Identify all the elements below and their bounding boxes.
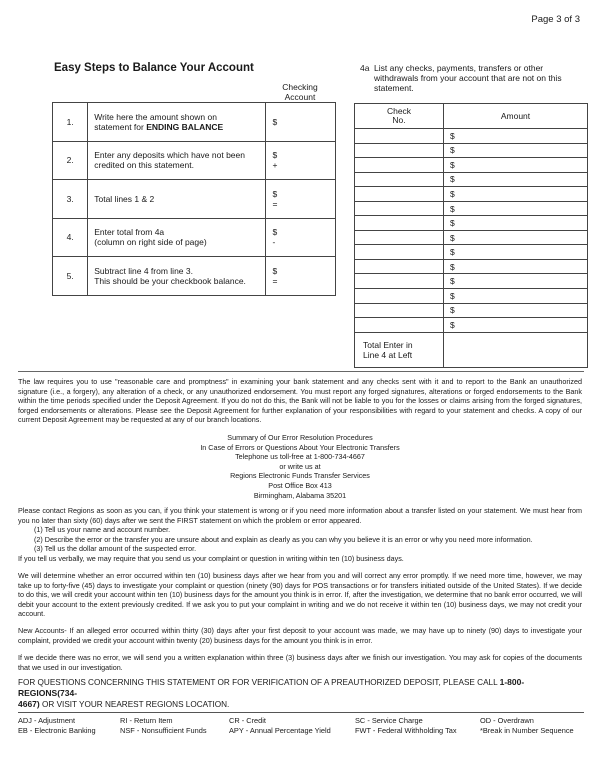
check-amount-field[interactable]: $ (444, 289, 588, 304)
check-amount-field[interactable]: $ (444, 216, 588, 231)
balance-steps-table (52, 102, 336, 296)
step-amount-field[interactable]: $ + (266, 141, 336, 180)
step-description: Total lines 1 & 2 (88, 180, 266, 219)
check-row (355, 158, 588, 173)
check-row (355, 230, 588, 245)
check-number-field[interactable] (355, 201, 444, 216)
law-paragraph: The law requires you to use "reasonable care and promptness" in examining your bank statement and any checks sent with it and to report to the Bank an unauthorized signature (i.e., a forgery), any alteration of a check, or any unauthorized endorsement. You must report any forged signatures, alterations or forged endorsements to the Bank within the time periods specified under the Deposit Agreement. If you do not do this, the Bank will not be liable to you for the losses or claims arising from the forged signatures, forged endorsements or alterations. Please see the Deposit Agreement for further explanation of your responsibilities with regard to your statement and checks. A copy of our current Deposit Agreement may be requested at any of our branch locations. (18, 377, 582, 425)
check-number-field[interactable] (355, 289, 444, 304)
check-row (355, 289, 588, 304)
step-number: 4. (53, 218, 88, 257)
check-row (355, 303, 588, 318)
check-amount-field[interactable]: $ (444, 318, 588, 333)
abbreviation-group: RI - Return Item NSF - Nonsufficient Funds (120, 716, 207, 735)
balance-step-row (53, 180, 336, 219)
abbreviation-group: SC - Service Charge FWT - Federal Withholding Tax (355, 716, 457, 735)
balance-step-row (53, 218, 336, 257)
balance-title: Easy Steps to Balance Your Account (54, 62, 254, 74)
step-amount-field[interactable]: $ = (266, 180, 336, 219)
check-row (355, 216, 588, 231)
check-amount-field[interactable]: $ (444, 230, 588, 245)
abbreviation-group: OD - Overdrawn *Break in Number Sequence (480, 716, 574, 735)
phone-contact: FOR QUESTIONS CONCERNING THIS STATEMENT OR FOR VERIFICATION OF A PREAUTHORIZED DEPOSIT, PLEASE CALL 1-800-REGIONS(734- 4667) OR VISIT YOUR NEAREST REGIONS LOCATION. (18, 677, 525, 709)
step-description: Write here the amount shown on statement for ENDING BALANCE (88, 103, 266, 142)
no-error-paragraph: If we decide there was no error, we will send you a written explanation within three (3) business days after we finish our investigation. You may ask for copies of the documents that we used in our investigation. (18, 653, 582, 672)
check-number-field[interactable] (355, 318, 444, 333)
page-number: Page 3 of 3 (531, 14, 580, 25)
check-row (355, 201, 588, 216)
check-row (355, 172, 588, 187)
check-amount-field[interactable]: $ (444, 259, 588, 274)
contact-item: (2) Describe the error or the transfer you are unsure about and explain as clearly as you can why you believe it is an error or why you need more information. (34, 534, 533, 544)
check-number-field[interactable] (355, 158, 444, 173)
check-number-field[interactable] (355, 259, 444, 274)
check-amount-field[interactable]: $ (444, 201, 588, 216)
total-amount-field[interactable] (444, 332, 588, 367)
step-amount-field[interactable]: $ (266, 103, 336, 142)
check-row (355, 143, 588, 158)
check-amount-field[interactable]: $ (444, 245, 588, 260)
check-row (355, 129, 588, 144)
check-row (355, 259, 588, 274)
step-number: 1. (53, 103, 88, 142)
abbreviation-group: CR - Credit APY - Annual Percentage Yield (229, 716, 331, 735)
check-row (355, 274, 588, 289)
check-row (355, 245, 588, 260)
check-amount-field[interactable]: $ (444, 158, 588, 173)
abbreviations-divider (18, 712, 584, 713)
check-number-field[interactable] (355, 129, 444, 144)
determination-paragraph: We will determine whether an error occurred within ten (10) business days after we hear from you and will correct any error promptly. If we need more time, however, we may take up to forty-five (45) days to investigate your complaint or question (ninety (90) days for POS transactions or for transfers initiated outside of the United States). If we decide to do this, we will credit your account within ten (10) business days for the amount you think is in error. If, after the investigation, we determine that no bank error occurred, we will debit your account to the extent previously credited. If we ask you to put your complaint in writing and we do not receive it within ten (10) business days, we may not credit your account. (18, 571, 582, 619)
check-number-field[interactable] (355, 274, 444, 289)
total-label: Total Enter in Line 4 at Left (355, 332, 444, 367)
contact-item: (1) Tell us your name and account number. (34, 525, 171, 535)
step-number: 3. (53, 180, 88, 219)
check-no-header: Check No. (355, 104, 444, 129)
contact-paragraph: Please contact Regions as soon as you can, if you think your statement is wrong or if you need more information about a transfer listed on your statement. We must hear from you no later than sixty (60) days after we sent the FIRST statement on which the problem or error appeared. (1) Tell us your name and account number. (2) Describe the error or the transfer you are unsure about and explain as clearly as you can why you believe it is an error or why you need more information. (3) Tell us the dollar amount of the suspected error. If you tell us verbally, we may require that you send us your complaint or question in writing within ten (10) business days. (18, 506, 582, 563)
check-amount-field[interactable]: $ (444, 274, 588, 289)
step-amount-field[interactable]: $ - (266, 218, 336, 257)
step-number: 5. (53, 257, 88, 296)
error-resolution-summary: Summary of Our Error Resolution Procedures In Case of Errors or Questions About Your Electronic Transfers Telephone us toll-free at 1-800-734-4667 or write us at Regions Electronic Funds Transfer Services Post Office Box 413 Birmingham, Alabama 35201 (200, 433, 400, 500)
check-amount-field[interactable]: $ (444, 143, 588, 158)
check-number-field[interactable] (355, 230, 444, 245)
check-amount-field[interactable]: $ (444, 172, 588, 187)
balance-step-row (53, 103, 336, 142)
step-description: Enter any deposits which have not been credited on this statement. (88, 141, 266, 180)
check-number-field[interactable] (355, 143, 444, 158)
check-amount-field[interactable]: $ (444, 129, 588, 144)
phone-number: 1-800-REGIONS(734- (18, 677, 525, 698)
check-row (355, 318, 588, 333)
contact-item: (3) Tell us the dollar amount of the suspected error. (34, 544, 197, 554)
section-divider (18, 371, 584, 372)
amount-header: Amount (444, 104, 588, 129)
check-number-field[interactable] (355, 303, 444, 318)
check-row (355, 187, 588, 202)
step-amount-field[interactable]: $ = (266, 257, 336, 296)
checking-account-header: Checking Account (282, 82, 318, 102)
step-number: 2. (53, 141, 88, 180)
step-description: Enter total from 4a (column on right side of page) (88, 218, 266, 257)
outstanding-checks-table (354, 103, 588, 368)
check-amount-field[interactable]: $ (444, 303, 588, 318)
step-description: Subtract line 4 from line 3. This should be your checkbook balance. (88, 257, 266, 296)
check-number-field[interactable] (355, 216, 444, 231)
new-accounts-paragraph: New Accounts- If an alleged error occurred within thirty (30) days after your first deposit to your account was made, we may have up to ninety (90) days to investigate your complaint, provided we credit your account within twenty (20) business days for the amount you think is in error. (18, 626, 582, 645)
check-number-field[interactable] (355, 245, 444, 260)
check-amount-field[interactable]: $ (444, 187, 588, 202)
check-number-field[interactable] (355, 172, 444, 187)
balance-step-row (53, 141, 336, 180)
balance-step-row (53, 257, 336, 296)
check-number-field[interactable] (355, 187, 444, 202)
abbreviation-group: ADJ - Adjustment EB - Electronic Banking (18, 716, 96, 735)
